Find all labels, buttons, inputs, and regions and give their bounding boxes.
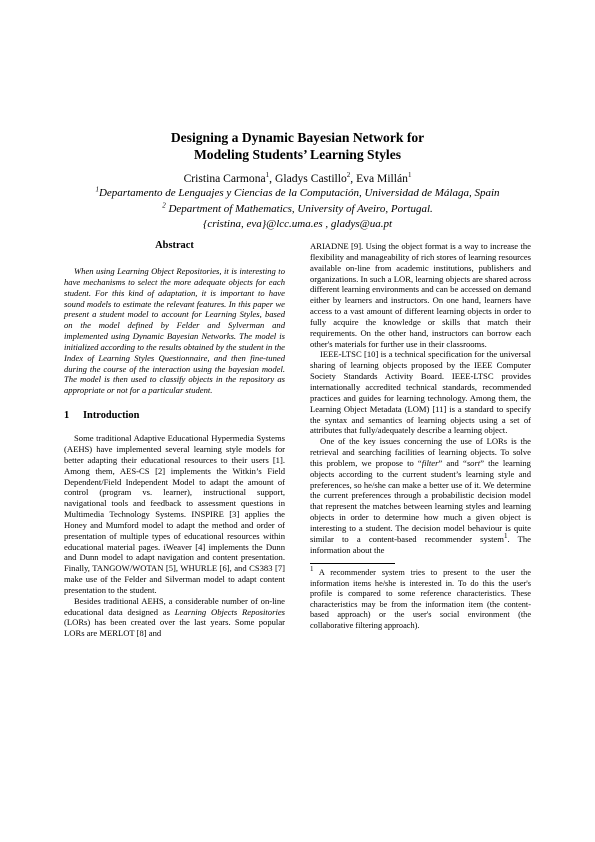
author-affiliation-mark: 2: [346, 171, 351, 180]
paragraph-text: (LORs) has been created over the last years. Some popular LORs are MERLOT [8] and: [64, 617, 285, 639]
author-emails: {cristina, eva}@lcc.uma.es , gladys@ua.pt: [202, 218, 393, 230]
abstract-heading: Abstract: [155, 240, 194, 251]
paragraph: ARIADNE [9]. Using the object format is a way to increase the flexibility and manageability of rich stores of learning resources available on-line from academic institutions, publishers and organizations. In such a LOR, learning objects are shared across different learning environments and can be accessed on demand either by learners and instructors. On one hand, learners have access to a vast amount of different learning objects in order to fully acquire the knowledge or skills that match their requirements. On the other hand, instructors can borrow each other's materials for further use in their classrooms.: [310, 241, 531, 349]
affiliation-2: [0, 203, 595, 216]
paragraph: Some traditional Adaptive Educational Hypermedia Systems (AEHS) have implemented several learning style models for better adapting their educational resources to their users [1]. Among them, AES-CS [2] implements the Witkin’s Field Dependent/Field Independent Model to adapt the amount of control (program vs. learner), instructional support, navigational tools and feedback to assessment questions in Multimedia Technology Systems. INSPIRE [3] applies the Honey and Mumford model to adapt the method and order of presentation of multiple types of educational resources within educational material pages. iWeaver [4] implements the Dunn and Dunn model to adapt navigation and content presentation. Finally, TANGOW/WOTAN [5], WHURLE [6], and CS383 [7] make use of the Felder and Silverman model to adapt content presentation to the student.: [64, 433, 285, 595]
section-title: Introduction: [83, 410, 140, 422]
footnote-number: 1: [310, 565, 314, 574]
paragraph: IEEE-LTSC [10] is a technical specification for the universal sharing of learning objects proposed by the IEEE Computer Society Standards Activity Board. IEEE-LTSC provides internationally accredited technical standards, recommended practices and guides for learning technology. Among them, the Learning Object Metadata (LOM) [11] is a standard to specify the syntax and semantics of learning objects using a set of attributes that fully/adequately describe a learning object.: [310, 349, 531, 436]
section-number: 1: [64, 410, 70, 422]
paragraph-text: ” the learning objects according to the current student’s learning style and preferences, so he/she can make a better use of it. We determine the current preferences through a probabilistic decision model that represent the matches between learning styles and learning objects in order to determine how much a given object is interesting to a student. The decision model behaviour is quite similar to a content-based recommender system: [310, 457, 531, 544]
author-affiliation-mark: 1: [265, 171, 270, 180]
author-name: Gladys Castillo: [274, 172, 347, 185]
affiliation-1: [0, 187, 595, 200]
title-line-1: Designing a Dynamic Bayesian Network for: [170, 130, 425, 145]
affiliation-mark: 1: [95, 185, 99, 194]
emphasis-text: filter: [421, 457, 439, 468]
author-list: [0, 172, 595, 186]
footnote: [310, 565, 531, 630]
author-separator: ,: [350, 172, 357, 185]
footnote-mark: 1: [503, 531, 508, 540]
author-separator: ,: [269, 172, 275, 185]
right-column: [310, 241, 531, 631]
paragraph-text: Besides traditional AEHS, a considerable number of on-line educational data designed as: [64, 595, 285, 617]
emphasis-text: sort: [466, 457, 481, 468]
author-name: Eva Millán: [356, 172, 408, 185]
author-affiliation-mark: 1: [407, 171, 412, 180]
affiliation-mark: 2: [162, 201, 166, 210]
paragraph-text: One of the key issues concerning the use of LORs is the retrieval and searching facilities of learning objects. To solve this problem, we propose to “: [310, 436, 531, 468]
paragraph: [310, 436, 531, 555]
left-column: [64, 240, 285, 639]
author-name: Cristina Carmona: [183, 172, 266, 185]
emphasis-text: Learning Objects Repositories: [174, 606, 285, 617]
footnote-text: A recommender system tries to present to the user the information items he/she is interested in. To do this the user's profile is compared to some reference characteristics. These characteristics may be from the information item (the content-based approach) or the user's social environment (the collaborative filtering approach).: [310, 568, 531, 630]
affiliation-text: Department of Mathematics, University of Aveiro, Portugal.: [165, 203, 433, 215]
paper-title: [0, 129, 595, 163]
title-line-2: Modeling Students’ Learning Styles: [193, 147, 402, 162]
paragraph: [64, 596, 285, 639]
abstract-text: When using Learning Object Repositories, it is interesting to have mechanisms to select the more adequate objects for each student. For this kind of adaptation, it is important to have sound models to estimate the relevant features. In this paper we present a student model to account for Learning Styles, based on the model defined by Felder and Sylverman and implemented using Dynamic Bayesian Networks. The model is initialized according to the results obtained by the student in the Index of Learning Styles Questionnaire, and then fine-tuned during the course of the interaction using the bayesian model. The model is then used to classify objects in the repository as appropriate or not for a particular student.: [64, 266, 285, 396]
paragraph-text: . The information about the: [310, 533, 531, 555]
paragraph-text: ” and “: [438, 457, 467, 468]
section-heading: [64, 410, 285, 422]
affiliation-text: Departamento de Lenguajes y Ciencias de la Computación, Universidad de Málaga, Spain: [98, 187, 500, 199]
footnote-divider: [310, 563, 395, 564]
